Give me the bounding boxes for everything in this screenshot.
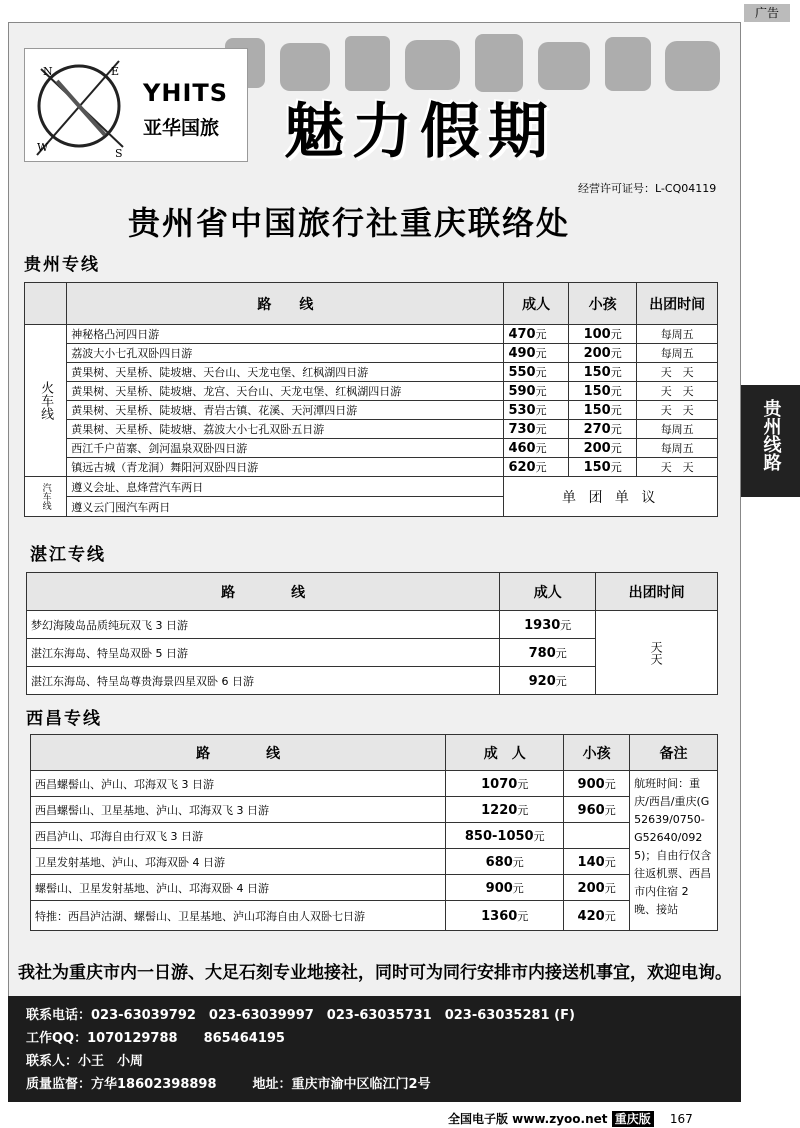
table-row: [31, 797, 718, 823]
col-adult: 成 人: [446, 735, 564, 771]
unit: 元: [610, 404, 622, 417]
col-route: 路 线: [27, 573, 500, 611]
unit: 元: [610, 328, 622, 341]
qq-numbers: 1070129788 865464195: [87, 1031, 285, 1046]
child-price: [564, 823, 630, 849]
adult-price: 780: [528, 645, 556, 661]
notice-banner: 我社为重庆市内一日游、大足石刻专业地接社，同时可为同行安排市内接送机事宜，欢迎电询。: [18, 963, 732, 983]
child-price: 140: [577, 854, 605, 870]
contact-panel: [8, 996, 741, 1102]
route-cell: 遵义会址、息烽营汽车两日: [67, 477, 504, 497]
child-price: 100: [583, 327, 611, 342]
route-cell: 神秘格凸河四日游: [67, 325, 504, 344]
adult-price: 730: [508, 422, 536, 437]
unit: 元: [604, 777, 616, 791]
note-cell: 航班时间：重庆/西昌/重庆(G52639/0750-G52640/0925)；自由行仅含往返机票、西昌市内住宿 2 晚、接站: [630, 771, 718, 931]
unit: 元: [517, 909, 529, 923]
table-row: [25, 382, 718, 401]
schedule-cell: 天 天: [637, 363, 718, 382]
schedule-cell: 每周五: [637, 325, 718, 344]
table-row: [25, 344, 718, 363]
license-number: 经营许可证号：L-CQ04119: [578, 182, 717, 195]
quality-supervisor: 方华18602398898: [91, 1077, 217, 1092]
route-cell: 螺髻山、卫星发射基地、泸山、邛海双卧 4 日游: [31, 875, 446, 901]
address: 重庆市渝中区临江门2号: [291, 1077, 431, 1092]
schedule-cell: 每周五: [637, 439, 718, 458]
phone-line: 联系电话：023-63039792 023-63039997 023-63035731 023-63035281 (F): [26, 1008, 575, 1023]
table-row: [25, 401, 718, 420]
col-route: 路 线: [31, 735, 446, 771]
col-note: 备注: [630, 735, 718, 771]
unit: 元: [555, 646, 567, 660]
adult-price: 1360: [481, 908, 518, 924]
phone-numbers: 023-63039792 023-63039997 023-63035731 023-63035281 (F): [91, 1008, 575, 1023]
compass-logo-icon: [27, 51, 137, 161]
child-price: 200: [583, 441, 611, 456]
footer-site: 全国电子版 www.zyoo.net: [448, 1112, 608, 1126]
col-adult: 成人: [500, 573, 596, 611]
compass-s: S: [115, 147, 123, 160]
unit: 元: [560, 618, 572, 632]
col-child: 小孩: [568, 283, 636, 325]
compass-n: N: [43, 65, 53, 78]
table-row: [31, 901, 718, 931]
unit: 元: [604, 909, 616, 923]
adult-price: 590: [508, 384, 536, 399]
route-cell: 西昌螺髻山、泸山、邛海双飞 3 日游: [31, 771, 446, 797]
unit: 元: [535, 404, 547, 417]
child-price: 150: [583, 365, 611, 380]
unit: 元: [535, 442, 547, 455]
route-cell: 卫星发射基地、泸山、邛海双卧 4 日游: [31, 849, 446, 875]
compass-e: E: [111, 65, 120, 78]
organization-title: 贵州省中国旅行社重庆联络处: [128, 204, 571, 242]
child-price: 200: [577, 880, 605, 896]
child-price: 150: [583, 384, 611, 399]
unit: 元: [610, 366, 622, 379]
col-adult: 成人: [504, 283, 568, 325]
unit: 元: [610, 461, 622, 474]
route-cell: 镇远古城（青龙洞）舞阳河双卧四日游: [67, 458, 504, 477]
adult-price: 470: [508, 327, 536, 342]
page-number: 167: [669, 1112, 693, 1126]
child-price: 150: [583, 403, 611, 418]
schedule-cell: 天 天: [637, 382, 718, 401]
footer-edition: 重庆版: [612, 1111, 654, 1127]
page-title: 魅力假期: [284, 97, 556, 167]
route-cell: 黄果树、天星桥、陡坡塘、天台山、天龙屯堡、红枫湖四日游: [67, 363, 504, 382]
table-row: [31, 849, 718, 875]
table-row: [31, 771, 718, 797]
route-cell: 西昌泸山、邛海自由行双飞 3 日游: [31, 823, 446, 849]
col-route: 路 线: [67, 283, 504, 325]
unit: 元: [610, 347, 622, 360]
route-cell: 黄果树、天星桥、陡坡塘、龙宫、天台山、天龙屯堡、红枫湖四日游: [67, 382, 504, 401]
xichang-section-title: 西昌专线: [26, 709, 102, 729]
unit: 元: [535, 385, 547, 398]
bus-note: 单 团 单 议: [504, 477, 718, 517]
adult-price: 680: [485, 854, 513, 870]
table-row: [25, 325, 718, 344]
route-cell: 荔波大小七孔双卧四日游: [67, 344, 504, 363]
col-type: [25, 283, 67, 325]
child-price: 960: [577, 802, 605, 818]
route-cell: 西江千户苗寨、剑河温泉双卧四日游: [67, 439, 504, 458]
schedule-cell: 天天: [596, 611, 718, 695]
xichang-table: [30, 734, 718, 931]
table-row: [25, 439, 718, 458]
child-price: 200: [583, 346, 611, 361]
route-cell: 黄果树、天星桥、陡坡塘、荔波大小七孔双卧五日游: [67, 420, 504, 439]
unit: 元: [533, 829, 545, 843]
zhanjiang-table: [26, 572, 718, 695]
unit: 元: [610, 423, 622, 436]
child-price: 420: [577, 908, 605, 924]
table-row: [31, 823, 718, 849]
guizhou-section-title: 贵州专线: [24, 255, 100, 275]
side-tab: 贵州线路: [741, 385, 800, 497]
child-price: 150: [583, 460, 611, 475]
company-logo: [24, 48, 248, 162]
route-cell: 湛江东海岛、特呈岛双卧 5 日游: [27, 639, 500, 667]
contact-person: 小王 小周: [78, 1054, 144, 1069]
adult-price: 900: [485, 880, 513, 896]
unit: 元: [535, 328, 547, 341]
adult-price: 530: [508, 403, 536, 418]
logo-brand: YHITS: [143, 79, 229, 107]
unit: 元: [604, 803, 616, 817]
table-row: [25, 363, 718, 382]
unit: 元: [517, 777, 529, 791]
table-row: [25, 477, 718, 497]
unit: 元: [604, 881, 616, 895]
unit: 元: [535, 347, 547, 360]
unit: 元: [610, 442, 622, 455]
col-schedule: 出团时间: [596, 573, 718, 611]
adult-price: 1070: [481, 776, 518, 792]
ad-tag: 广告: [744, 4, 790, 22]
qq-line: 工作QQ：1070129788 865464195: [26, 1031, 285, 1046]
col-child: 小孩: [564, 735, 630, 771]
route-cell: 西昌螺髻山、卫星基地、泸山、邛海双飞 3 日游: [31, 797, 446, 823]
table-row: [25, 458, 718, 477]
schedule-cell: 每周五: [637, 344, 718, 363]
route-cell: 特推：西昌泸沽湖、螺髻山、卫星基地、泸山邛海自由人双卧七日游: [31, 901, 446, 931]
route-cell: 黄果树、天星桥、陡坡塘、青岩古镇、花溪、天河潭四日游: [67, 401, 504, 420]
child-price: 900: [577, 776, 605, 792]
unit: 元: [512, 855, 524, 869]
col-schedule: 出团时间: [637, 283, 718, 325]
unit: 元: [610, 385, 622, 398]
unit: 元: [517, 803, 529, 817]
footer: [448, 1110, 693, 1127]
unit: 元: [535, 423, 547, 436]
route-cell: 梦幻海陵岛品质纯玩双飞 3 日游: [27, 611, 500, 639]
route-cell: 遵义云门囤汽车两日: [67, 497, 504, 517]
adult-price: 490: [508, 346, 536, 361]
table-row: [25, 420, 718, 439]
adult-price: 850-1050: [464, 828, 534, 844]
zhanjiang-section-title: 湛江专线: [30, 545, 106, 565]
child-price: 270: [583, 422, 611, 437]
schedule-cell: 天 天: [637, 401, 718, 420]
adult-price: 550: [508, 365, 536, 380]
bus-label: 汽车线: [40, 483, 51, 510]
table-row: [31, 875, 718, 901]
table-row: [27, 611, 718, 639]
train-label: 火车线: [38, 381, 54, 420]
unit: 元: [604, 855, 616, 869]
unit: 元: [512, 881, 524, 895]
logo-name: 亚华国旅: [143, 117, 220, 139]
adult-price: 1930: [524, 617, 561, 633]
person-line: 联系人：小王 小周: [26, 1054, 144, 1069]
quality-line: 质量监督：方华18602398898 地址：重庆市渝中区临江门2号: [26, 1077, 431, 1092]
schedule-cell: 每周五: [637, 420, 718, 439]
train-label-cell: [25, 325, 67, 477]
adult-price: 620: [508, 460, 536, 475]
adult-price: 460: [508, 441, 536, 456]
unit: 元: [535, 461, 547, 474]
adult-price: 1220: [481, 802, 518, 818]
schedule-cell: 天 天: [637, 458, 718, 477]
guizhou-table: [24, 282, 718, 517]
adult-price: 920: [528, 673, 556, 689]
compass-w: W: [37, 141, 49, 154]
unit: 元: [555, 674, 567, 688]
route-cell: 湛江东海岛、特呈岛尊贵海景四星双卧 6 日游: [27, 667, 500, 695]
unit: 元: [535, 366, 547, 379]
bus-label-cell: [25, 477, 67, 517]
